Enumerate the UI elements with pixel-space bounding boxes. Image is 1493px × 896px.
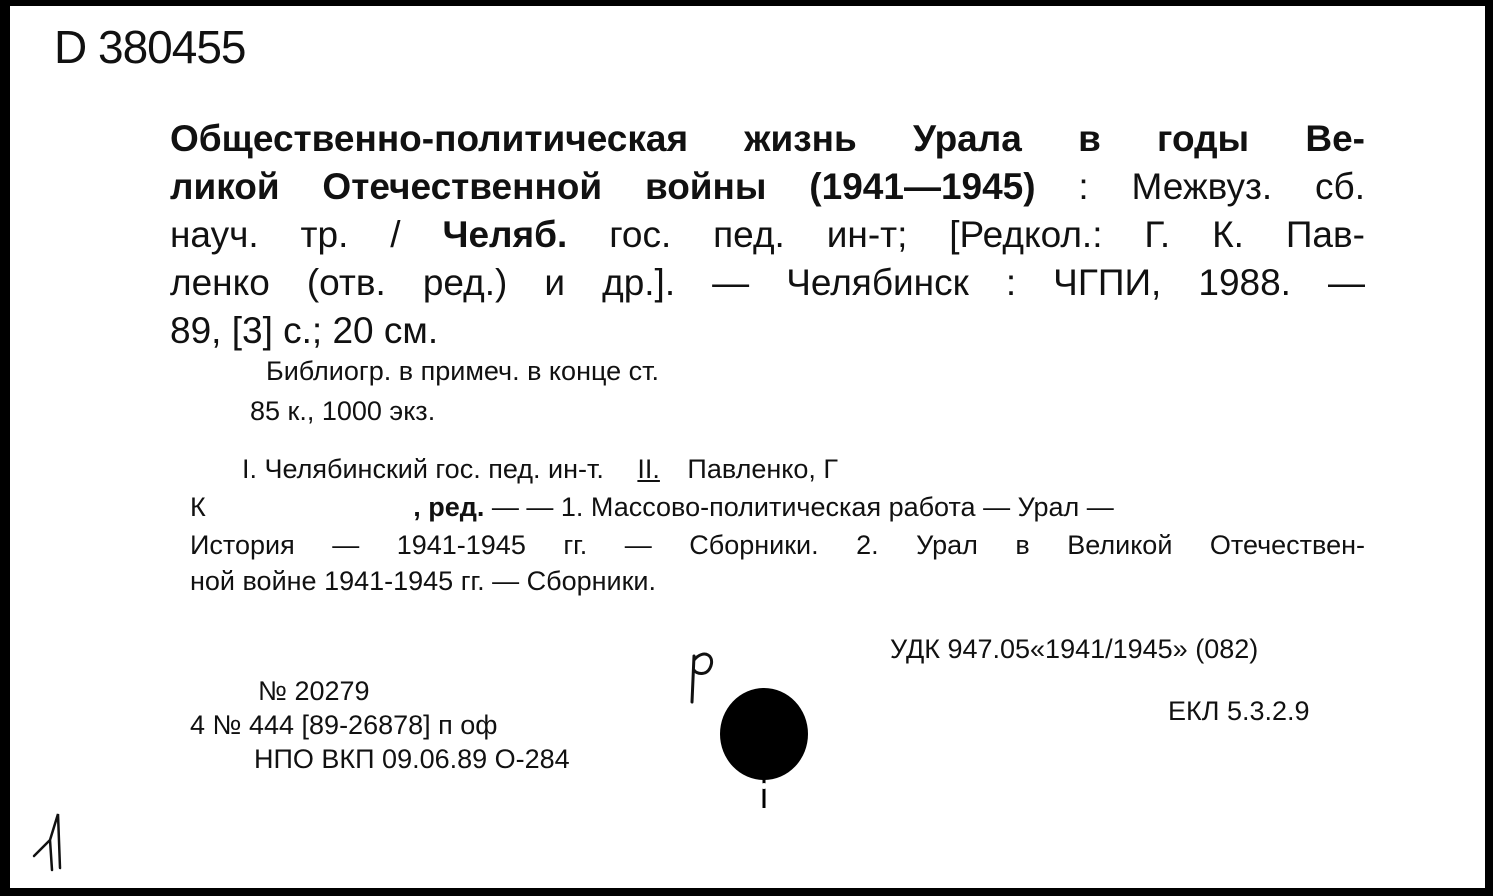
inventory-number: № 20279 [258,676,370,706]
price-copies-note: 85 к., 1000 экз. [250,396,436,426]
tracing-line-4: ной войне 1941-1945 гг. — Сборники. [190,566,656,596]
title-line-3 [170,214,1365,256]
catalog-card [10,6,1485,888]
tracing-corporate: I. Челябинский гос. пед. ин-т. [242,454,604,484]
title-bold-1: Общественно-политическая жизнь Урала в годы Ве- [170,118,1365,159]
title-normal-5: 89, [3] с.; 20 см. [170,310,439,351]
title-normal-4: ленко (отв. ред.) и др.]. — Челябинск : ЧГПИ, 1988. — [170,262,1365,303]
title-bold-2: ликой Отечественной войны (1941—1945) [170,166,1036,207]
udk-code: УДК 947.05«1941/1945» (082) [890,634,1259,664]
title-line-5 [170,310,1365,352]
tracing-line-3: История — 1941-1945 гг. — Сборники. 2. Урал в Великой Отечествен- [190,530,1365,560]
tracing-person: Павленко, Г [687,454,839,484]
tracing-initial-k: К [190,492,206,522]
title-bold-3: Челяб. [442,214,568,255]
title-normal-3: гос. пед. ин-т; [Редкол.: Г. К. Пав- [567,214,1365,255]
tracing-line-2 [190,492,1365,523]
library-stamp-icon [716,682,812,812]
tracing-line-1 [242,454,838,485]
publisher-line: НПО ВКП 09.06.89 О-284 [254,744,570,774]
title-pre-3: науч. тр. / [170,214,443,255]
handwritten-numeral-icon [28,806,78,876]
bibliography-note: Библиогр. в примеч. в конце ст. [266,356,660,386]
tracing-roman-two: II. [637,454,660,484]
tracing-subject-1: — — 1. Массово-политическая работа — Урал — [484,492,1114,522]
tracing-editor: , ред. [413,492,485,522]
title-line-4 [170,262,1365,304]
title-line-2 [170,166,1365,208]
title-line-1 [170,118,1365,160]
call-number: D 380455 [54,21,246,73]
order-line: 4 № 444 [89-26878] п оф [190,710,498,740]
title-normal-2: : Межвуз. сб. [1035,166,1365,207]
ekl-code: ЕКЛ 5.3.2.9 [1168,696,1310,726]
